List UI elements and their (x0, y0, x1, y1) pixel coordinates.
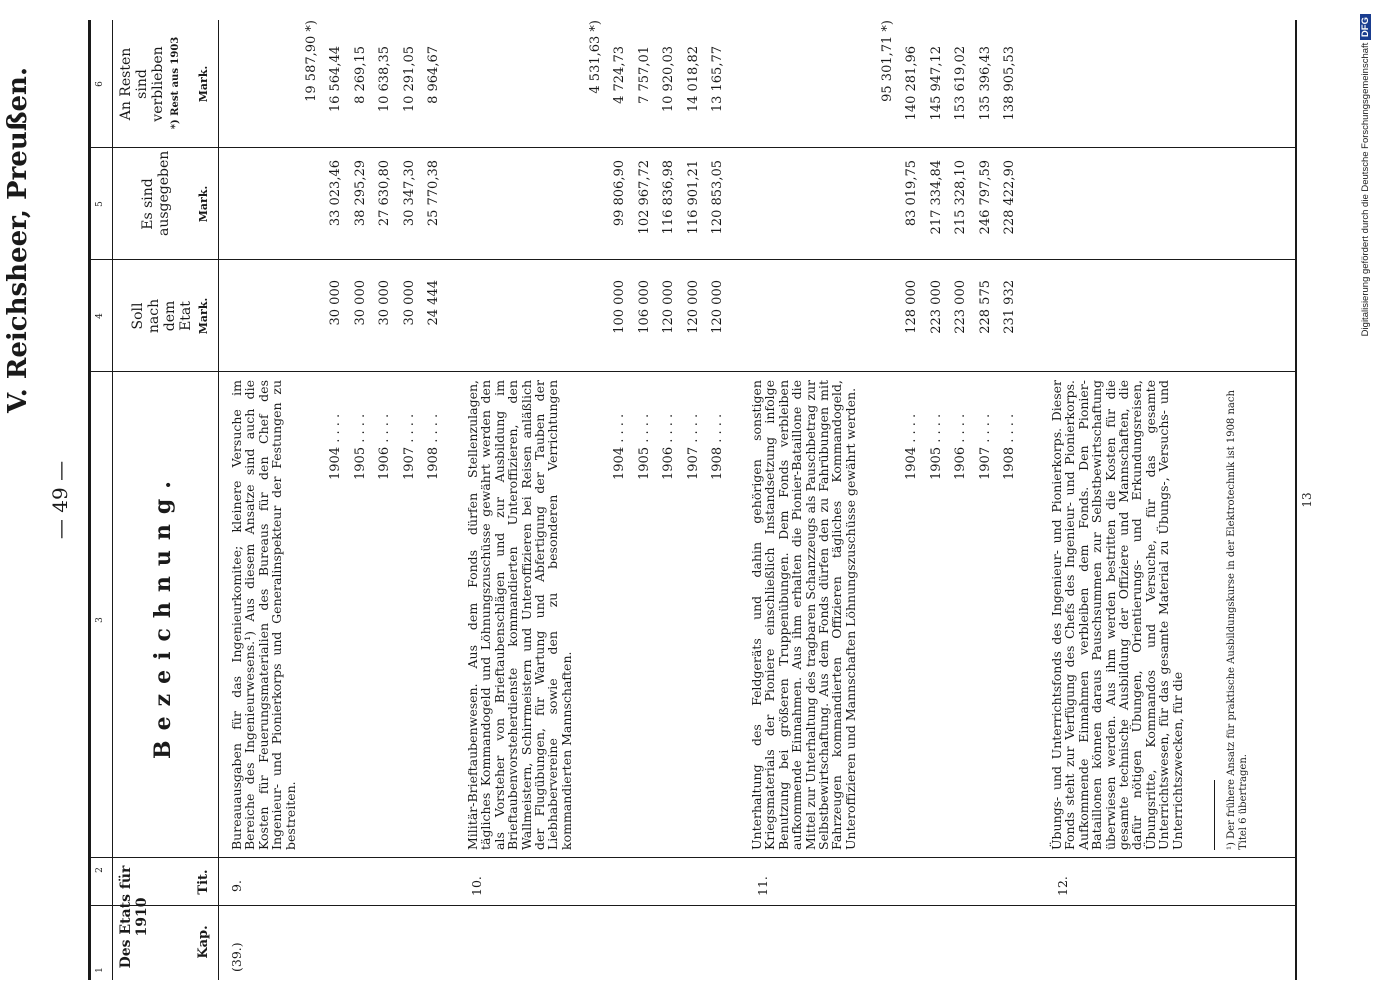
row-soll: 30 000 (328, 280, 343, 326)
row-year: 1908 . . . . (710, 413, 725, 480)
col-number-2: 2 (95, 867, 105, 873)
row-ausgegeben: 246 797,59 (977, 160, 993, 235)
table-top-rule (88, 20, 91, 980)
row-year: 1907 . . . . (401, 413, 417, 480)
header-reste: An Resten sind verblieben (118, 46, 166, 122)
row-soll: 120 000 (661, 280, 676, 334)
row-year: 1905 . . . . (928, 413, 944, 480)
header-etat: Des Etats für 1910 (118, 865, 150, 969)
row-soll: 30 000 (352, 280, 368, 326)
col-number-1: 1 (95, 967, 105, 973)
row-ausgegeben: 116 901,21 (685, 160, 701, 235)
row-rest: 10 920,03 (661, 46, 676, 113)
row-rest: 135 396,43 (977, 46, 993, 121)
row-soll: 223 000 (928, 280, 944, 334)
row-rest: 153 619,02 (953, 46, 968, 121)
row-ausgegeben: 228 422,90 (1002, 160, 1017, 235)
row-soll: 30 000 (377, 280, 392, 326)
footnote: ¹) Der frühere Ansatz für praktische Ausbildungskurse in der Elektrotechnik ist 1908 nach Titel 6 übertragen. (1226, 390, 1249, 850)
col-rule-e (88, 147, 1295, 148)
row-rest: 16 564,44 (328, 46, 343, 113)
dfg-logo: DFG (1360, 14, 1371, 40)
row-year: 1904 . . . . (904, 413, 919, 480)
tit-10: 10. (469, 876, 484, 896)
row-rest: 10 291,05 (401, 46, 417, 113)
row-soll: 120 000 (685, 280, 701, 334)
row-soll: 128 000 (904, 280, 919, 334)
tit-12: 12. (1055, 876, 1070, 896)
kap-39: (39.) (229, 942, 244, 972)
section-9-text: Bureauausgaben für das Ingenieurkomitee; kleinere Versuche im Bereiche des Ingenieurwesens.¹) Aus diesem Ansatze sind auch die Kosten für Feuerungsmaterialien des Bureaus für den Chef des Ingenieur- und Pionierkorps und Generalinspekteur der Festungen zu bestreiten. (229, 380, 298, 850)
page-title: V. Reichsheer, Preußen. (3, 67, 33, 413)
row-year: 1908 . . . . (426, 413, 441, 480)
section-11-text: Unterhaltung des Feldgeräts und dahin gehörigen sonstigen Kriegsmaterials der Pioniere einschließlich Instandsetzung infolge Benutzung bei größeren Truppenübungen. Dem Fonds verbleiben aufkommende Einnahmen. Aus ihm erhalten die Pionier-Bataillone die Mittel zur Unterhaltung des tragbaren Schanzzeugs als Pauschbetrag zur Selbstbewirtschaftung. Aus dem Fonds dürfen den zu Fahrübungen mit Fahrzeugen kommandierten Offizieren tägliches Kommandogeld, Unteroffizieren und Mannschaften Löhnungszuschüsse gewährt werden. (749, 380, 858, 850)
row-ausgegeben: 215 328,10 (953, 160, 968, 235)
section-12-text: Übungs- und Unterrichtsfonds des Ingenieur- und Pionierkorps. Dieser Fonds steht zur Verfügung des Chefs des Ingenieur- und Pionierkorps. Aufkommende Einnahmen verbleiben dem Fonds. Den Pionier-Bataillonen können daraus Pauschsummen zur Selbstbewirtschaftung überwiesen werden. Aus ihm werden bestritten die Kosten für die gesamte technische Ausbildung der Offiziere und Mannschaften, die dafür nötigen Übungen, Orientierungs- und Erkundungsreisen, Übungsritte, Kommandos und Versuche, für das gesamte Unterrichtswesen, für das gesamte Material zu Übungs-, Versuchs- und Unterrichtszwecken, für die (1049, 380, 1185, 850)
section-10-rest-start: 4 531,63 *) (588, 20, 603, 94)
table-bottom-rule (1295, 20, 1297, 980)
row-ausgegeben: 120 853,05 (710, 160, 725, 235)
header-kap: Kap. (196, 925, 211, 959)
digitization-text: Digitalisierung gefördert durch die Deutsche Forschungsgemeinschaft (1360, 42, 1371, 337)
row-ausgegeben: 83 019,75 (904, 160, 919, 227)
row-rest: 145 947,12 (928, 46, 944, 121)
row-year: 1904 . . . . (328, 413, 343, 480)
row-ausgegeben: 25 770,38 (426, 160, 441, 227)
header-reste-unit: Mark. (197, 65, 210, 103)
row-ausgegeben: 38 295,29 (352, 160, 368, 227)
row-rest: 14 018,82 (685, 46, 701, 113)
folio-number: 13 (1300, 492, 1314, 508)
row-ausgegeben: 30 347,30 (401, 160, 417, 227)
section-9-rest-start: 19 587,90 *) (304, 20, 319, 102)
header-ausgegeben-unit: Mark. (197, 185, 210, 223)
row-year: 1906 . . . . (953, 413, 968, 480)
header-reste-note: *) Rest aus 1903 (170, 36, 181, 130)
col-rule-a (88, 905, 1295, 906)
row-soll: 231 932 (1002, 280, 1017, 334)
col-number-5: 5 (95, 201, 105, 207)
col-number-6: 6 (95, 81, 105, 87)
row-year: 1908 . . . . (1002, 413, 1017, 480)
row-soll: 24 444 (426, 280, 441, 326)
row-ausgegeben: 217 334,84 (928, 160, 944, 235)
header-soll: Soll nach dem Etat (130, 298, 194, 334)
header-tit: Tit. (196, 869, 211, 895)
row-year: 1905 . . . . (352, 413, 368, 480)
col-rule-d (88, 259, 1295, 260)
digitization-note (1360, 14, 1371, 984)
row-soll: 100 000 (612, 280, 627, 334)
tit-9: 9. (229, 880, 244, 892)
footnote-rule (1214, 780, 1215, 850)
row-rest: 7 757,01 (636, 46, 652, 104)
row-soll: 223 000 (953, 280, 968, 334)
row-year: 1905 . . . . (636, 413, 652, 480)
header-rule-1 (112, 20, 113, 980)
tit-11: 11. (755, 876, 770, 896)
col-rule-b (88, 857, 1295, 858)
row-rest: 138 905,53 (1002, 46, 1017, 121)
row-soll: 120 000 (710, 280, 725, 334)
header-rule-2 (218, 20, 219, 980)
row-soll: 30 000 (401, 280, 417, 326)
row-ausgegeben: 33 023,46 (328, 160, 343, 227)
row-rest: 10 638,35 (377, 46, 392, 113)
row-rest: 4 724,73 (612, 46, 627, 104)
row-rest: 8 964,67 (426, 46, 441, 104)
row-year: 1906 . . . . (377, 413, 392, 480)
row-soll: 106 000 (636, 280, 652, 334)
header-bezeichnung: Bezeichnung. (150, 471, 176, 759)
col-number-4: 4 (95, 313, 105, 319)
row-ausgegeben: 27 630,80 (377, 160, 392, 227)
col-number-3: 3 (95, 617, 105, 623)
header-soll-unit: Mark. (197, 297, 210, 335)
section-10-text: Militär-Brieftaubenwesen. Aus dem Fonds dürfen Stellenzulagen, tägliches Kommandogeld und Löhnungszuschüsse gewährt werden den als Vorsteher von Brieftaubenschlägen und zur Ausbildung im Brieftaubenvorsteherdienste kommandierten Unteroffizieren, den Wallmeistern, Schirrmeistern und Unteroffizieren bei Reisen anläßlich der Flugübungen, für Wartung und Abfertigung der Tauben der Liebhabervereine sowie den zu besonderen Verrichtungen kommandierten Mannschaften. (465, 380, 574, 850)
row-rest: 8 269,15 (352, 46, 368, 104)
row-ausgegeben: 102 967,72 (636, 160, 652, 235)
row-ausgegeben: 99 806,90 (612, 160, 627, 227)
row-ausgegeben: 116 836,98 (661, 160, 676, 235)
header-ausgegeben: Es sind ausgegeben (140, 150, 172, 236)
row-rest: 140 281,96 (904, 46, 919, 121)
row-year: 1904 . . . . (612, 413, 627, 480)
section-11-rest-start: 95 301,71 *) (880, 20, 895, 102)
row-rest: 13 165,77 (710, 46, 725, 113)
page-number: — 49 — (48, 460, 72, 540)
row-year: 1907 . . . . (977, 413, 993, 480)
col-rule-c (88, 371, 1295, 372)
row-year: 1907 . . . . (685, 413, 701, 480)
row-year: 1906 . . . . (661, 413, 676, 480)
row-soll: 228 575 (977, 280, 993, 334)
